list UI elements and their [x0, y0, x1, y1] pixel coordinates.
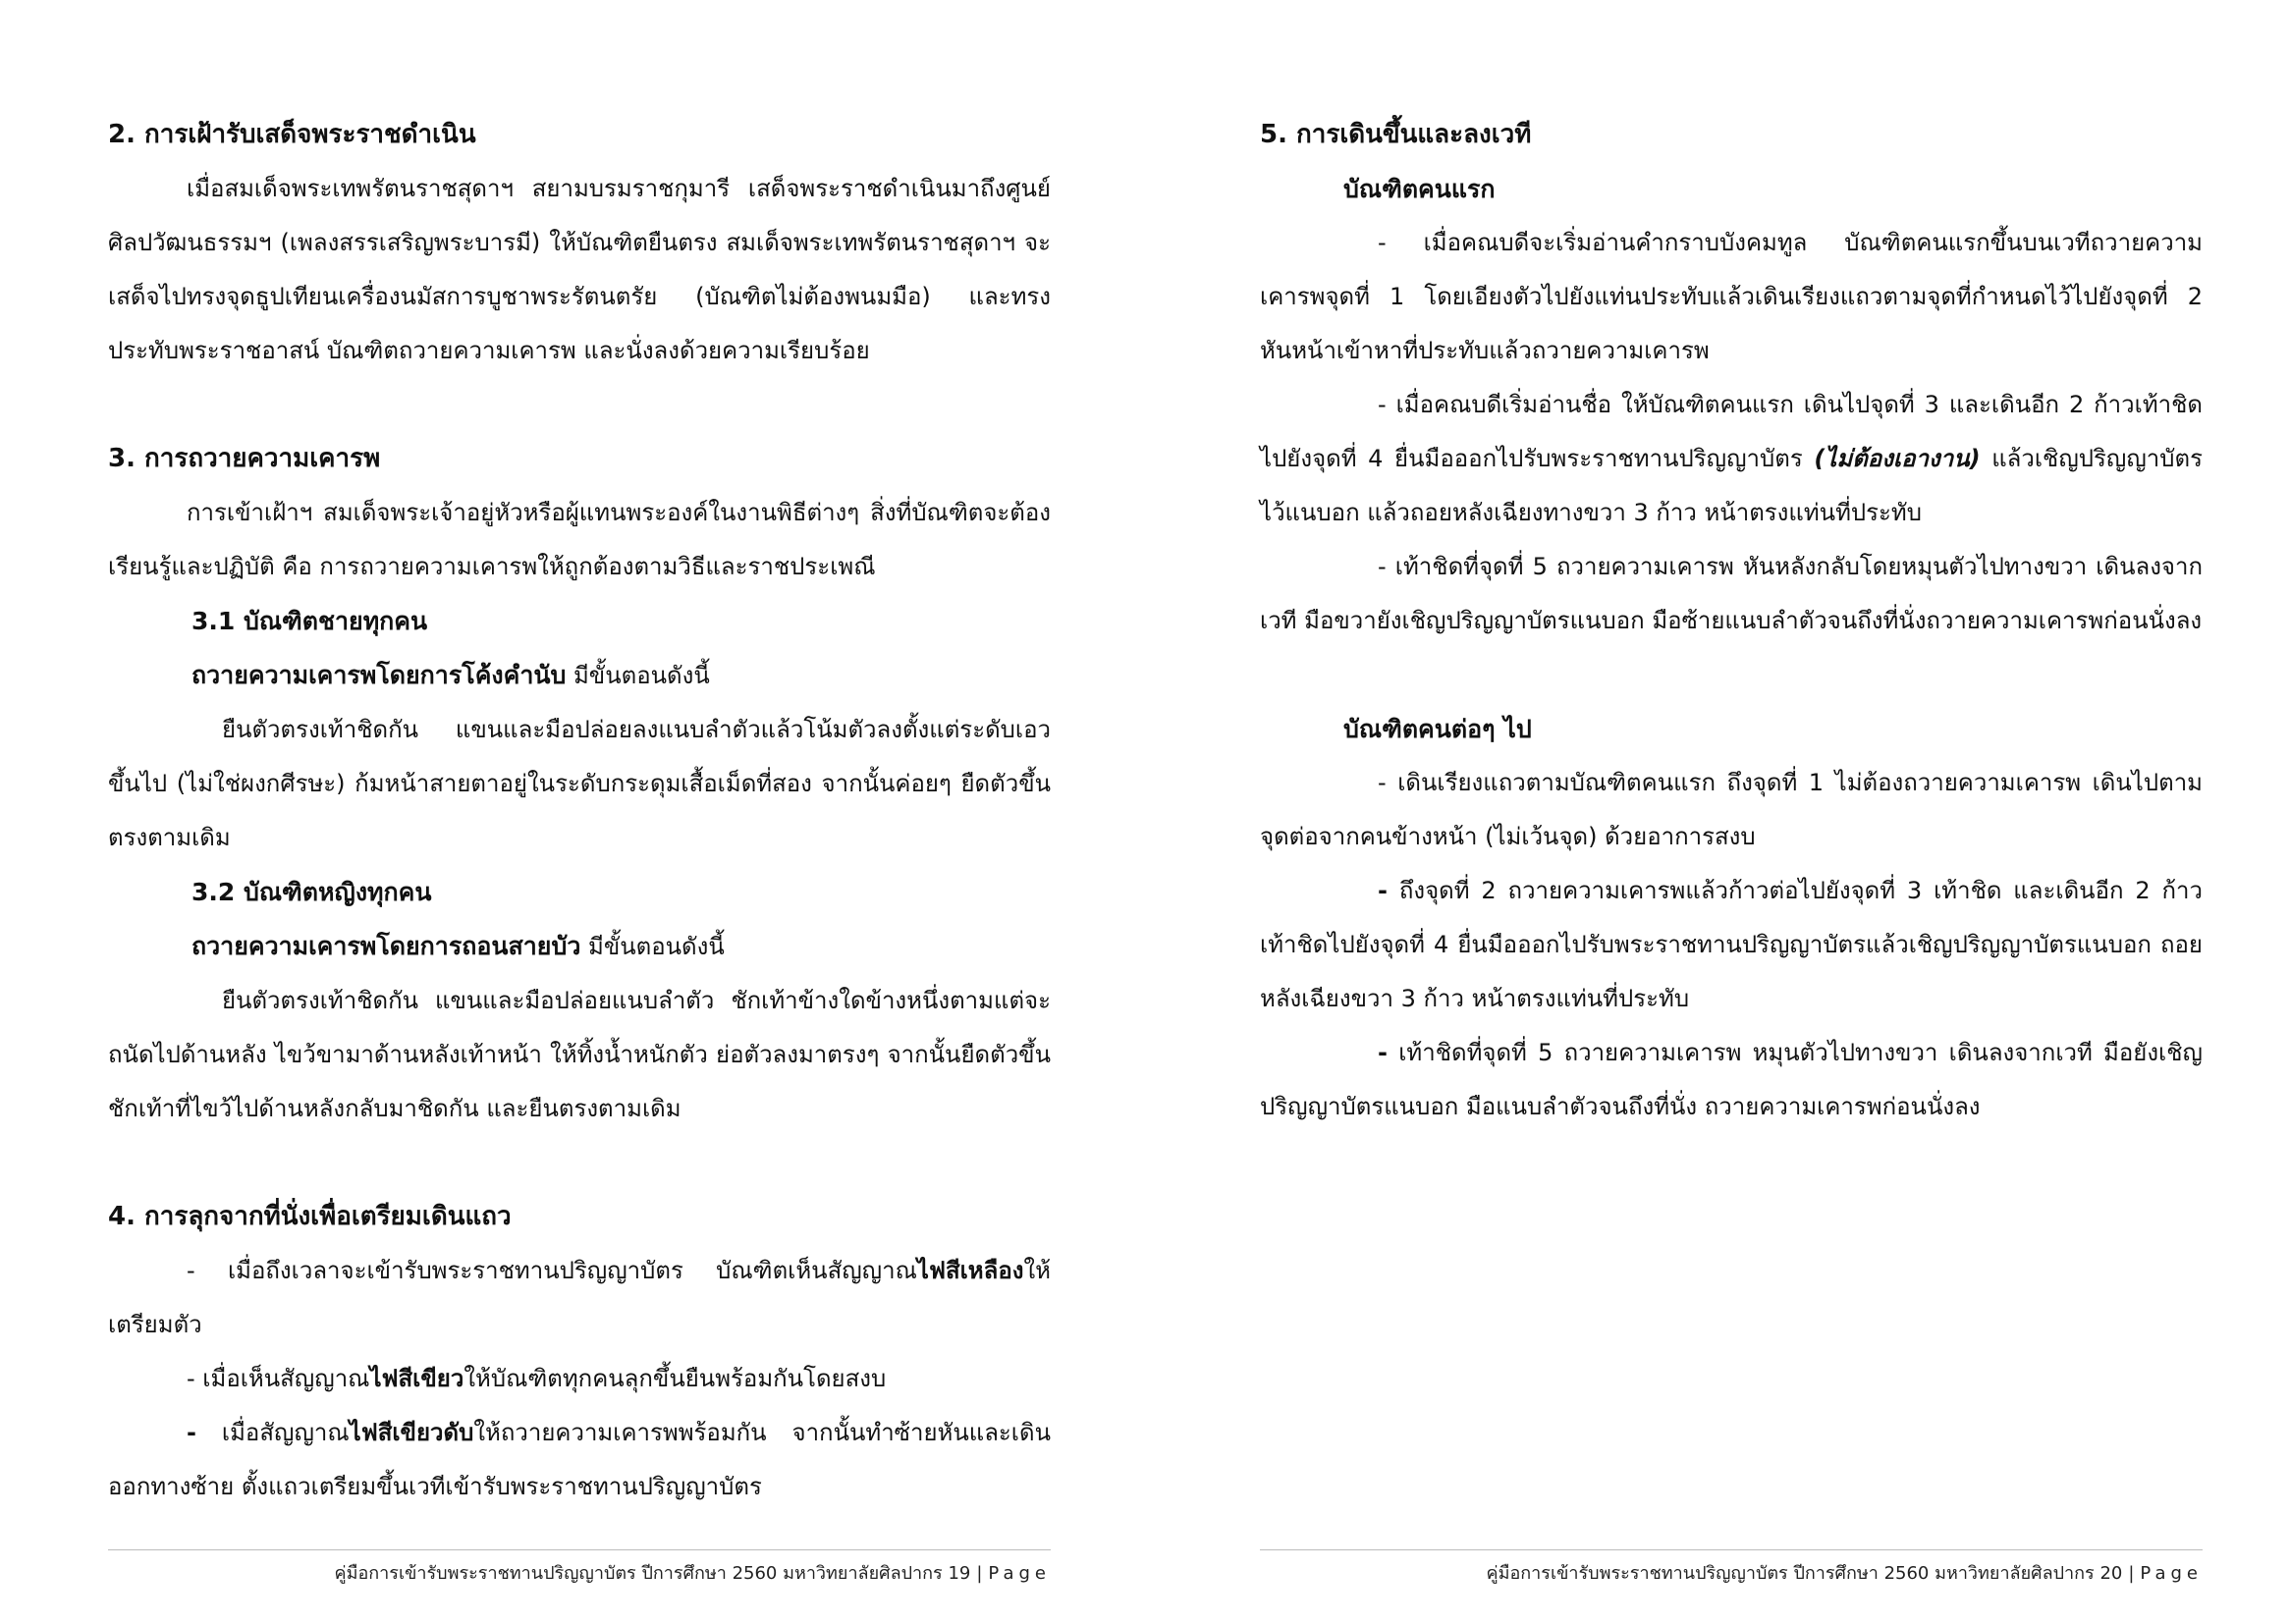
section-4-heading: 4. การลุกจากที่นั่งเพื่อเตรียมเดินแถว: [108, 1202, 512, 1231]
page-word: Page: [2140, 1563, 2203, 1584]
page-word: Page: [988, 1563, 1051, 1584]
next-graduates-step-3: [1260, 1026, 2203, 1134]
page-left: [108, 0, 1090, 1624]
section-2-paragraph: เมื่อสมเด็จพระเทพรัตนราชสุดาฯ สยามบรมราชกุมารี เสด็จพระราชดำเนินมาถึงศูนย์ศิลปวัฒนธรรมฯ (เพลงสรรเสริญพระบารมี) ให้บัณฑิตยืนตรง สมเด็จพระเทพรัตนราชสุดาฯ จะเสด็จไปทรงจุดธูปเทียนเครื่องนมัสการบูชาพระรัตนตรัย (บัณฑิตไม่ต้องพนมมือ) และทรงประทับพระราชอาสน์ บัณฑิตถวายความเคารพ และนั่งลงด้วยความเรียบร้อย: [108, 175, 1051, 364]
curtsy-heading-rest: มีขั้นตอนดังนี้: [580, 933, 725, 960]
footer-separator: |: [2128, 1563, 2135, 1584]
green-light-text: ไฟสีเขียว: [369, 1365, 464, 1392]
first-graduate-title: บัณฑิตคนแรก: [1343, 175, 1496, 203]
section-3-2-subhead: [108, 919, 1051, 974]
bullet-text: - เมื่อเห็นสัญญาณ: [187, 1365, 370, 1392]
section-3-1-paragraph: ยืนตัวตรงเท้าชิดกัน แขนและมือปล่อยลงแนบลำตัวแล้วโน้มตัวลงตั้งแต่ระดับเอวขึ้นไป (ไม่ใช่ผงกศีรษะ) ก้มหน้าสายตาอยู่ในระดับกระดุมเสื้อเม็ดที่สอง จากนั้นค่อยๆ ยืดตัวขึ้นตรงตามเดิม: [108, 716, 1051, 851]
next-graduates-step-2: [1260, 864, 2203, 1026]
no-bow-note: (ไม่ต้องเอางาน): [1814, 445, 1981, 472]
section-2-heading: 2. การเฝ้ารับเสด็จพระราชดำเนิน: [108, 120, 476, 149]
section-4-bullet-1: [108, 1244, 1051, 1352]
yellow-light-text: ไฟสีเหลือง: [916, 1257, 1024, 1284]
green-light-off-text: ไฟสีเขียวดับ: [349, 1419, 474, 1446]
bullet-text: ให้เตรียมตัว: [108, 1257, 1051, 1338]
bullet-text: เมื่อสัญญาณ: [195, 1419, 350, 1446]
page-left-footer: [108, 1549, 1051, 1588]
bullet-dash: -: [1378, 877, 1388, 904]
curtsy-heading-bold: ถวายความเคารพโดยการถอนสายบัว: [191, 932, 581, 960]
next-graduates-title: บัณฑิตคนต่อๆ ไป: [1343, 715, 1532, 743]
section-4-bullet-3: [108, 1406, 1051, 1514]
page-number: 19: [948, 1563, 971, 1584]
bow-heading-rest: มีขั้นตอนดังนี้: [566, 662, 710, 689]
bullet-text: ให้บัณฑิตทุกคนลุกขึ้นยืนพร้อมกันโดยสงบ: [463, 1365, 887, 1392]
bullet-text: - เมื่อถึงเวลาจะเข้ารับพระราชทานปริญญาบัตร บัณฑิตเห็นสัญญาณ: [187, 1257, 917, 1284]
section-3-1-title: 3.1 บัณฑิตชายทุกคน: [191, 607, 428, 635]
page-right: [1260, 0, 2242, 1624]
spacer: [108, 378, 1051, 432]
bow-heading-bold: ถวายความเคารพโดยการโค้งคำนับ: [191, 661, 567, 689]
step-text: ถึงจุดที่ 2 ถวายความเคารพแล้วก้าวต่อไปยังจุดที่ 3 เท้าชิด และเดินอีก 2 ก้าว เท้าชิดไปยังจุดที่ 4 ยื่นมือออกไปรับพระราชทานปริญญาบัตรแล้วเชิญปริญญาบัตรแนบอก ถอยหลังเฉียงขวา 3 ก้าว หน้าตรงแท่นที่ประทับ: [1260, 877, 2203, 1012]
next-graduates-step-1: - เดินเรียงแถวตามบัณฑิตคนแรก ถึงจุดที่ 1 ไม่ต้องถวายความเคารพ เดินไปตามจุดต่อจากคนข้างหน้า (ไม่เว้นจุด) ด้วยอาการสงบ: [1260, 769, 2203, 850]
step-text: - เมื่อคณบดีเริ่มอ่านชื่อ ให้บัณฑิตคนแรก เดินไปจุดที่ 3 และเดินอีก 2 ก้าวเท้าชิดไปยังจุดที่ 4 ยื่นมือออกไปรับพระราชทานปริญญาบัตร: [1260, 391, 2203, 472]
section-3-2-title: 3.2 บัณฑิตหญิงทุกคน: [191, 878, 432, 906]
footer-text: คู่มือการเข้ารับพระราชทานปริญญาบัตร ปีการศึกษา 2560 มหาวิทยาลัยศิลปากร: [334, 1563, 943, 1584]
page-left-content: [108, 108, 1051, 1514]
bullet-dash: -: [187, 1419, 196, 1446]
footer-text: คู่มือการเข้ารับพระราชทานปริญญาบัตร ปีการศึกษา 2560 มหาวิทยาลัยศิลปากร: [1486, 1563, 2095, 1584]
page-number: 20: [2099, 1563, 2123, 1584]
section-3-heading: 3. การถวายความเคารพ: [108, 444, 381, 473]
spacer: [1260, 648, 2203, 702]
page-right-content: [1260, 108, 2203, 1134]
footer-separator: |: [976, 1563, 983, 1584]
first-graduate-step-2: [1260, 378, 2203, 540]
first-graduate-step-3: - เท้าชิดที่จุดที่ 5 ถวายความเคารพ หันหลังกลับโดยหมุนตัวไปทางขวา เดินลงจากเวที มือขวายังเชิญปริญญาบัตรแนบอก มือซ้ายแนบลำตัวจนถึงที่นั่งถวายความเคารพก่อนนั่งลง: [1260, 553, 2203, 634]
section-3-2-paragraph: ยืนตัวตรงเท้าชิดกัน แขนและมือปล่อยแนบลำตัว ชักเท้าข้างใดข้างหนึ่งตามแต่จะถนัดไปด้านหลัง ไขว้ขามาด้านหลังเท้าหน้า ให้ทิ้งน้ำหนักตัว ย่อตัวลงมาตรงๆ จากนั้นยืดตัวขึ้น ชักเท้าที่ไขว้ไปด้านหลังกลับมาชิดกัน และยืนตรงตามเดิม: [108, 987, 1051, 1122]
page-right-footer: [1260, 1549, 2203, 1588]
first-graduate-step-1: - เมื่อคณบดีจะเริ่มอ่านคำกราบบังคมทูล บัณฑิตคนแรกขึ้นบนเวทีถวายความเคารพจุดที่ 1 โดยเอียงตัวไปยังแท่นประทับแล้วเดินเรียงแถวตามจุดที่กำหนดไว้ไปยังจุดที่ 2 หันหน้าเข้าหาที่ประทับแล้วถวายความเคารพ: [1260, 229, 2203, 364]
bullet-text: ให้ถวายความเคารพพร้อมกัน จากนั้นทำซ้ายหันและเดินออกทางซ้าย ตั้งแถวเตรียมขึ้นเวทีเข้ารับพระราชทานปริญญาบัตร: [108, 1419, 1051, 1500]
step-text: แล้วเชิญปริญญาบัตรไว้แนบอก แล้วถอยหลังเฉียงทางขวา 3 ก้าว หน้าตรงแท่นที่ประทับ: [1260, 445, 2203, 526]
section-3-paragraph: การเข้าเฝ้าฯ สมเด็จพระเจ้าอยู่หัวหรือผู้แทนพระองค์ในงานพิธีต่างๆ สิ่งที่บัณฑิตจะต้องเรียนรู้และปฏิบัติ คือ การถวายความเคารพให้ถูกต้องตามวิธีและราชประเพณี: [108, 499, 1051, 580]
step-text: เท้าชิดที่จุดที่ 5 ถวายความเคารพ หมุนตัวไปทางขวา เดินลงจากเวที มือยังเชิญปริญญาบัตรแนบอก มือแนบลำตัวจนถึงที่นั่ง ถวายความเคารพก่อนนั่งลง: [1260, 1039, 2203, 1120]
section-4-bullet-2: [108, 1352, 1051, 1406]
bullet-dash: -: [1378, 1039, 1388, 1066]
spacer: [108, 1136, 1051, 1190]
section-5-heading: 5. การเดินขึ้นและลงเวที: [1260, 120, 1532, 149]
section-3-1-subhead: [108, 648, 1051, 703]
